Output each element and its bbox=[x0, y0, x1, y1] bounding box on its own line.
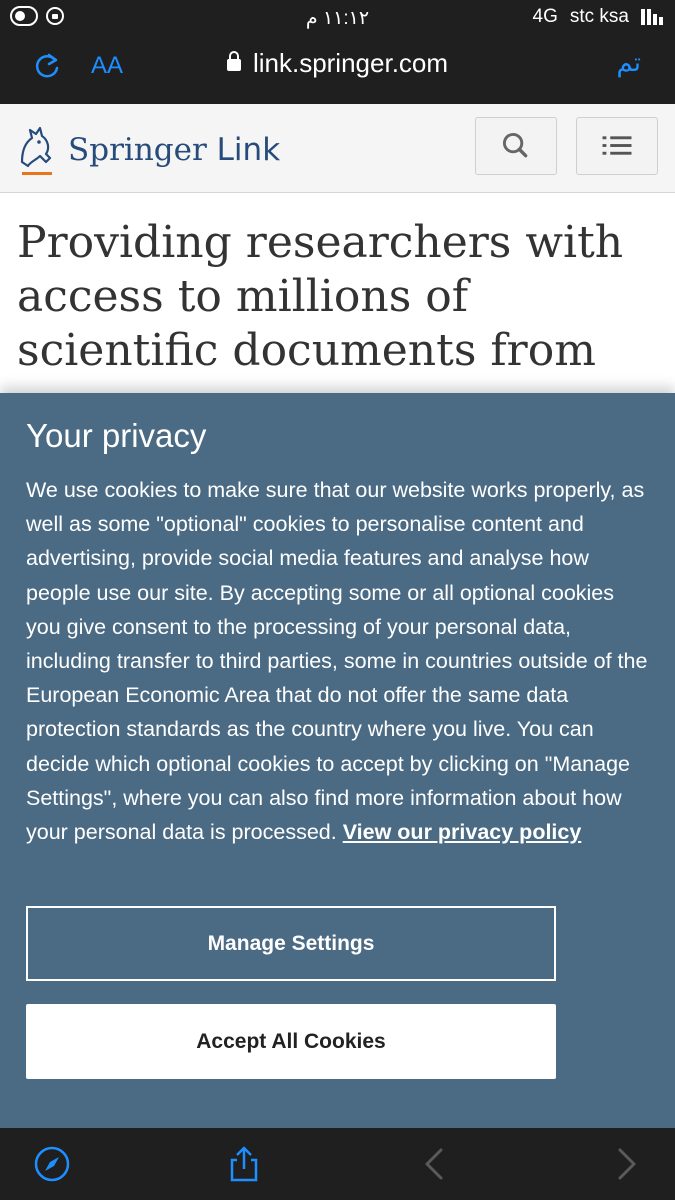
springer-horse-icon[interactable] bbox=[16, 122, 56, 178]
logo-suffix: Link bbox=[216, 132, 281, 168]
share-icon[interactable] bbox=[224, 1144, 264, 1184]
url-text: link.springer.com bbox=[252, 48, 449, 78]
page-headline: Providing researchers with access to millions of scientific documents from bbox=[17, 217, 624, 376]
privacy-body-text: We use cookies to make sure that our website works properly, as well as some "optional" cookies to personalise content and advertising, provide social media features and analyse how people use our site. By accepting some or all optional cookies you give consent to the processing of your personal data, including transfer to third parties, some in countries outside of the European Economic Area that do not offer the same data protection standards as the country where you live. You can decide which optional cookies to accept by clicking on "Manage Settings", where you can also find more information about how your personal data is processed. bbox=[26, 478, 648, 845]
site-header bbox=[0, 104, 675, 193]
done-button[interactable]: تم bbox=[616, 48, 641, 78]
privacy-title: Your privacy bbox=[26, 417, 207, 454]
search-icon bbox=[476, 118, 556, 174]
browser-toolbar bbox=[0, 1128, 675, 1200]
browser-bar bbox=[0, 34, 675, 104]
privacy-body bbox=[26, 473, 651, 849]
compass-icon[interactable] bbox=[32, 1144, 72, 1184]
status-bar bbox=[0, 0, 675, 34]
address-bar[interactable] bbox=[0, 48, 675, 79]
forward-icon[interactable] bbox=[606, 1144, 646, 1184]
logo-word: Springer bbox=[68, 132, 207, 168]
search-button[interactable] bbox=[475, 117, 557, 175]
hamburger-menu-icon bbox=[577, 118, 657, 174]
signal-icon bbox=[641, 9, 663, 25]
menu-button[interactable] bbox=[576, 117, 658, 175]
accept-all-cookies-button[interactable]: Accept All Cookies bbox=[26, 1004, 556, 1079]
status-right bbox=[533, 6, 663, 28]
status-time: ١١:١٢ م bbox=[305, 8, 370, 29]
lock-icon bbox=[227, 59, 241, 71]
manage-settings-button[interactable]: Manage Settings bbox=[26, 906, 556, 981]
springer-link-logo[interactable] bbox=[68, 132, 280, 168]
carrier-name: stc ksa bbox=[569, 6, 629, 27]
cookie-consent-banner bbox=[0, 393, 675, 1128]
back-icon[interactable] bbox=[415, 1144, 455, 1184]
privacy-policy-link[interactable]: View our privacy policy bbox=[342, 820, 582, 845]
network-type: 4G bbox=[532, 6, 558, 27]
reader-text-size-button[interactable]: AA bbox=[91, 52, 124, 79]
